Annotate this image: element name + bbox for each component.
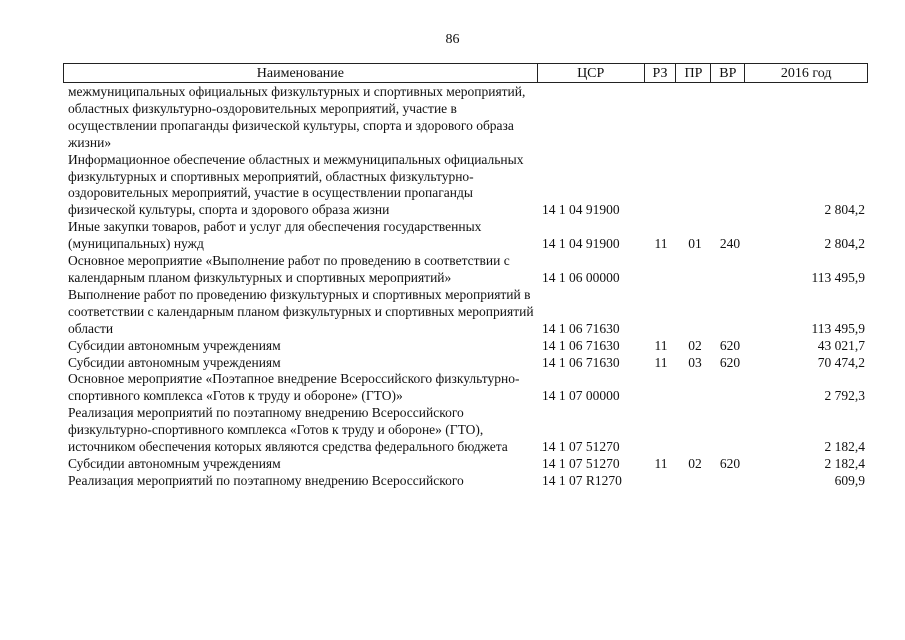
row-code: 14 1 04 91900 bbox=[542, 202, 620, 218]
row-code: 14 1 07 51270 bbox=[542, 455, 620, 471]
table-row bbox=[0, 287, 905, 338]
row-rz: 11 bbox=[654, 354, 668, 370]
row-name: Реализация мероприятий по поэтапному внедрению Всероссийского bbox=[68, 472, 464, 488]
row-code: 14 1 06 71630 bbox=[542, 354, 620, 370]
row-vr: 240 bbox=[719, 236, 741, 252]
row-vr: 620 bbox=[719, 337, 741, 353]
table-row bbox=[0, 456, 905, 473]
table-row bbox=[0, 84, 905, 152]
row-name: Субсидии автономным учреждениям bbox=[68, 354, 281, 370]
column-header-rz: РЗ bbox=[645, 64, 677, 82]
table-row bbox=[0, 405, 905, 456]
row-name: Субсидии автономным учреждениям bbox=[68, 337, 281, 353]
row-vr: 620 bbox=[719, 354, 741, 370]
row-amount: 2 804,2 bbox=[824, 236, 865, 252]
column-header-name: Наименование bbox=[64, 64, 538, 82]
row-rz: 11 bbox=[654, 455, 668, 471]
row-amount: 113 495,9 bbox=[811, 320, 865, 336]
table-row bbox=[0, 253, 905, 287]
column-header-year: 2016 год bbox=[780, 66, 832, 81]
row-code: 14 1 06 71630 bbox=[542, 320, 620, 336]
table-row bbox=[0, 338, 905, 355]
page-number: 86 bbox=[445, 32, 460, 47]
table-body bbox=[0, 84, 905, 490]
table-row bbox=[0, 219, 905, 253]
row-amount: 2 804,2 bbox=[824, 202, 865, 218]
row-amount: 43 021,7 bbox=[817, 337, 865, 353]
row-amount: 2 792,3 bbox=[824, 388, 865, 404]
row-amount: 2 182,4 bbox=[824, 455, 865, 471]
row-pr: 02 bbox=[688, 337, 702, 353]
column-header-pr: ПР bbox=[676, 64, 711, 82]
column-header-csr: ЦСР bbox=[538, 64, 645, 82]
row-name: Реализация мероприятий по поэтапному внедрению Всероссийского физкультурно-спортивного комплекса «Готов к труду и обороне» (ГТО), источником обеспечения которых являются средства федерального бюджета bbox=[68, 405, 508, 455]
row-name: межмуниципальных официальных физкультурных и спортивных мероприятий, областных физкультурно-оздоровительных мероприятий, участие в осуществлении пропаганды физической культуры, спорта и здорового образа жизни» bbox=[68, 84, 526, 150]
row-code: 14 1 07 00000 bbox=[542, 388, 620, 404]
row-name: Основное мероприятие «Поэтапное внедрение Всероссийского физкультурно-спортивного комплекса «Готов к труду и обороне» (ГТО)» bbox=[68, 371, 520, 404]
row-rz: 11 bbox=[654, 337, 668, 353]
row-amount: 113 495,9 bbox=[811, 269, 865, 285]
column-header-vr: ВР bbox=[711, 64, 745, 82]
table-row bbox=[0, 152, 905, 220]
row-pr: 03 bbox=[688, 354, 702, 370]
row-name: Информационное обеспечение областных и межмуниципальных официальных физкультурных и спортивных мероприятий, областных физкультурно-оздоровительных мероприятий, участие в осуществлении пропаганды физической культуры, спорта и здорового образа жизни bbox=[68, 151, 524, 218]
row-code: 14 1 04 91900 bbox=[542, 236, 620, 252]
row-name: Основное мероприятие «Выполнение работ по проведению в соответствии с календарным планом физкультурных и спортивных мероприятий» bbox=[68, 253, 510, 285]
row-name: Субсидии автономным учреждениям bbox=[68, 455, 281, 471]
table-row bbox=[0, 355, 905, 372]
row-code: 14 1 07 R1270 bbox=[542, 472, 622, 488]
row-pr: 02 bbox=[688, 455, 702, 471]
row-vr: 620 bbox=[719, 455, 741, 471]
row-code: 14 1 06 00000 bbox=[542, 269, 620, 285]
row-name: Выполнение работ по проведению физкультурных и спортивных мероприятий в соответствии с календарным планом физкультурных и спортивных мероприятий области bbox=[68, 286, 534, 336]
row-code: 14 1 07 51270 bbox=[542, 439, 620, 455]
row-amount: 609,9 bbox=[834, 472, 865, 488]
row-code: 14 1 06 71630 bbox=[542, 337, 620, 353]
row-rz: 11 bbox=[654, 236, 668, 252]
row-name: Иные закупки товаров, работ и услуг для обеспечения государственных (муниципальных) нужд bbox=[68, 219, 482, 252]
table-row bbox=[0, 473, 905, 490]
table-header bbox=[63, 63, 868, 83]
row-amount: 70 474,2 bbox=[817, 354, 865, 370]
row-amount: 2 182,4 bbox=[824, 439, 865, 455]
table-row bbox=[0, 371, 905, 405]
row-pr: 01 bbox=[688, 236, 702, 252]
